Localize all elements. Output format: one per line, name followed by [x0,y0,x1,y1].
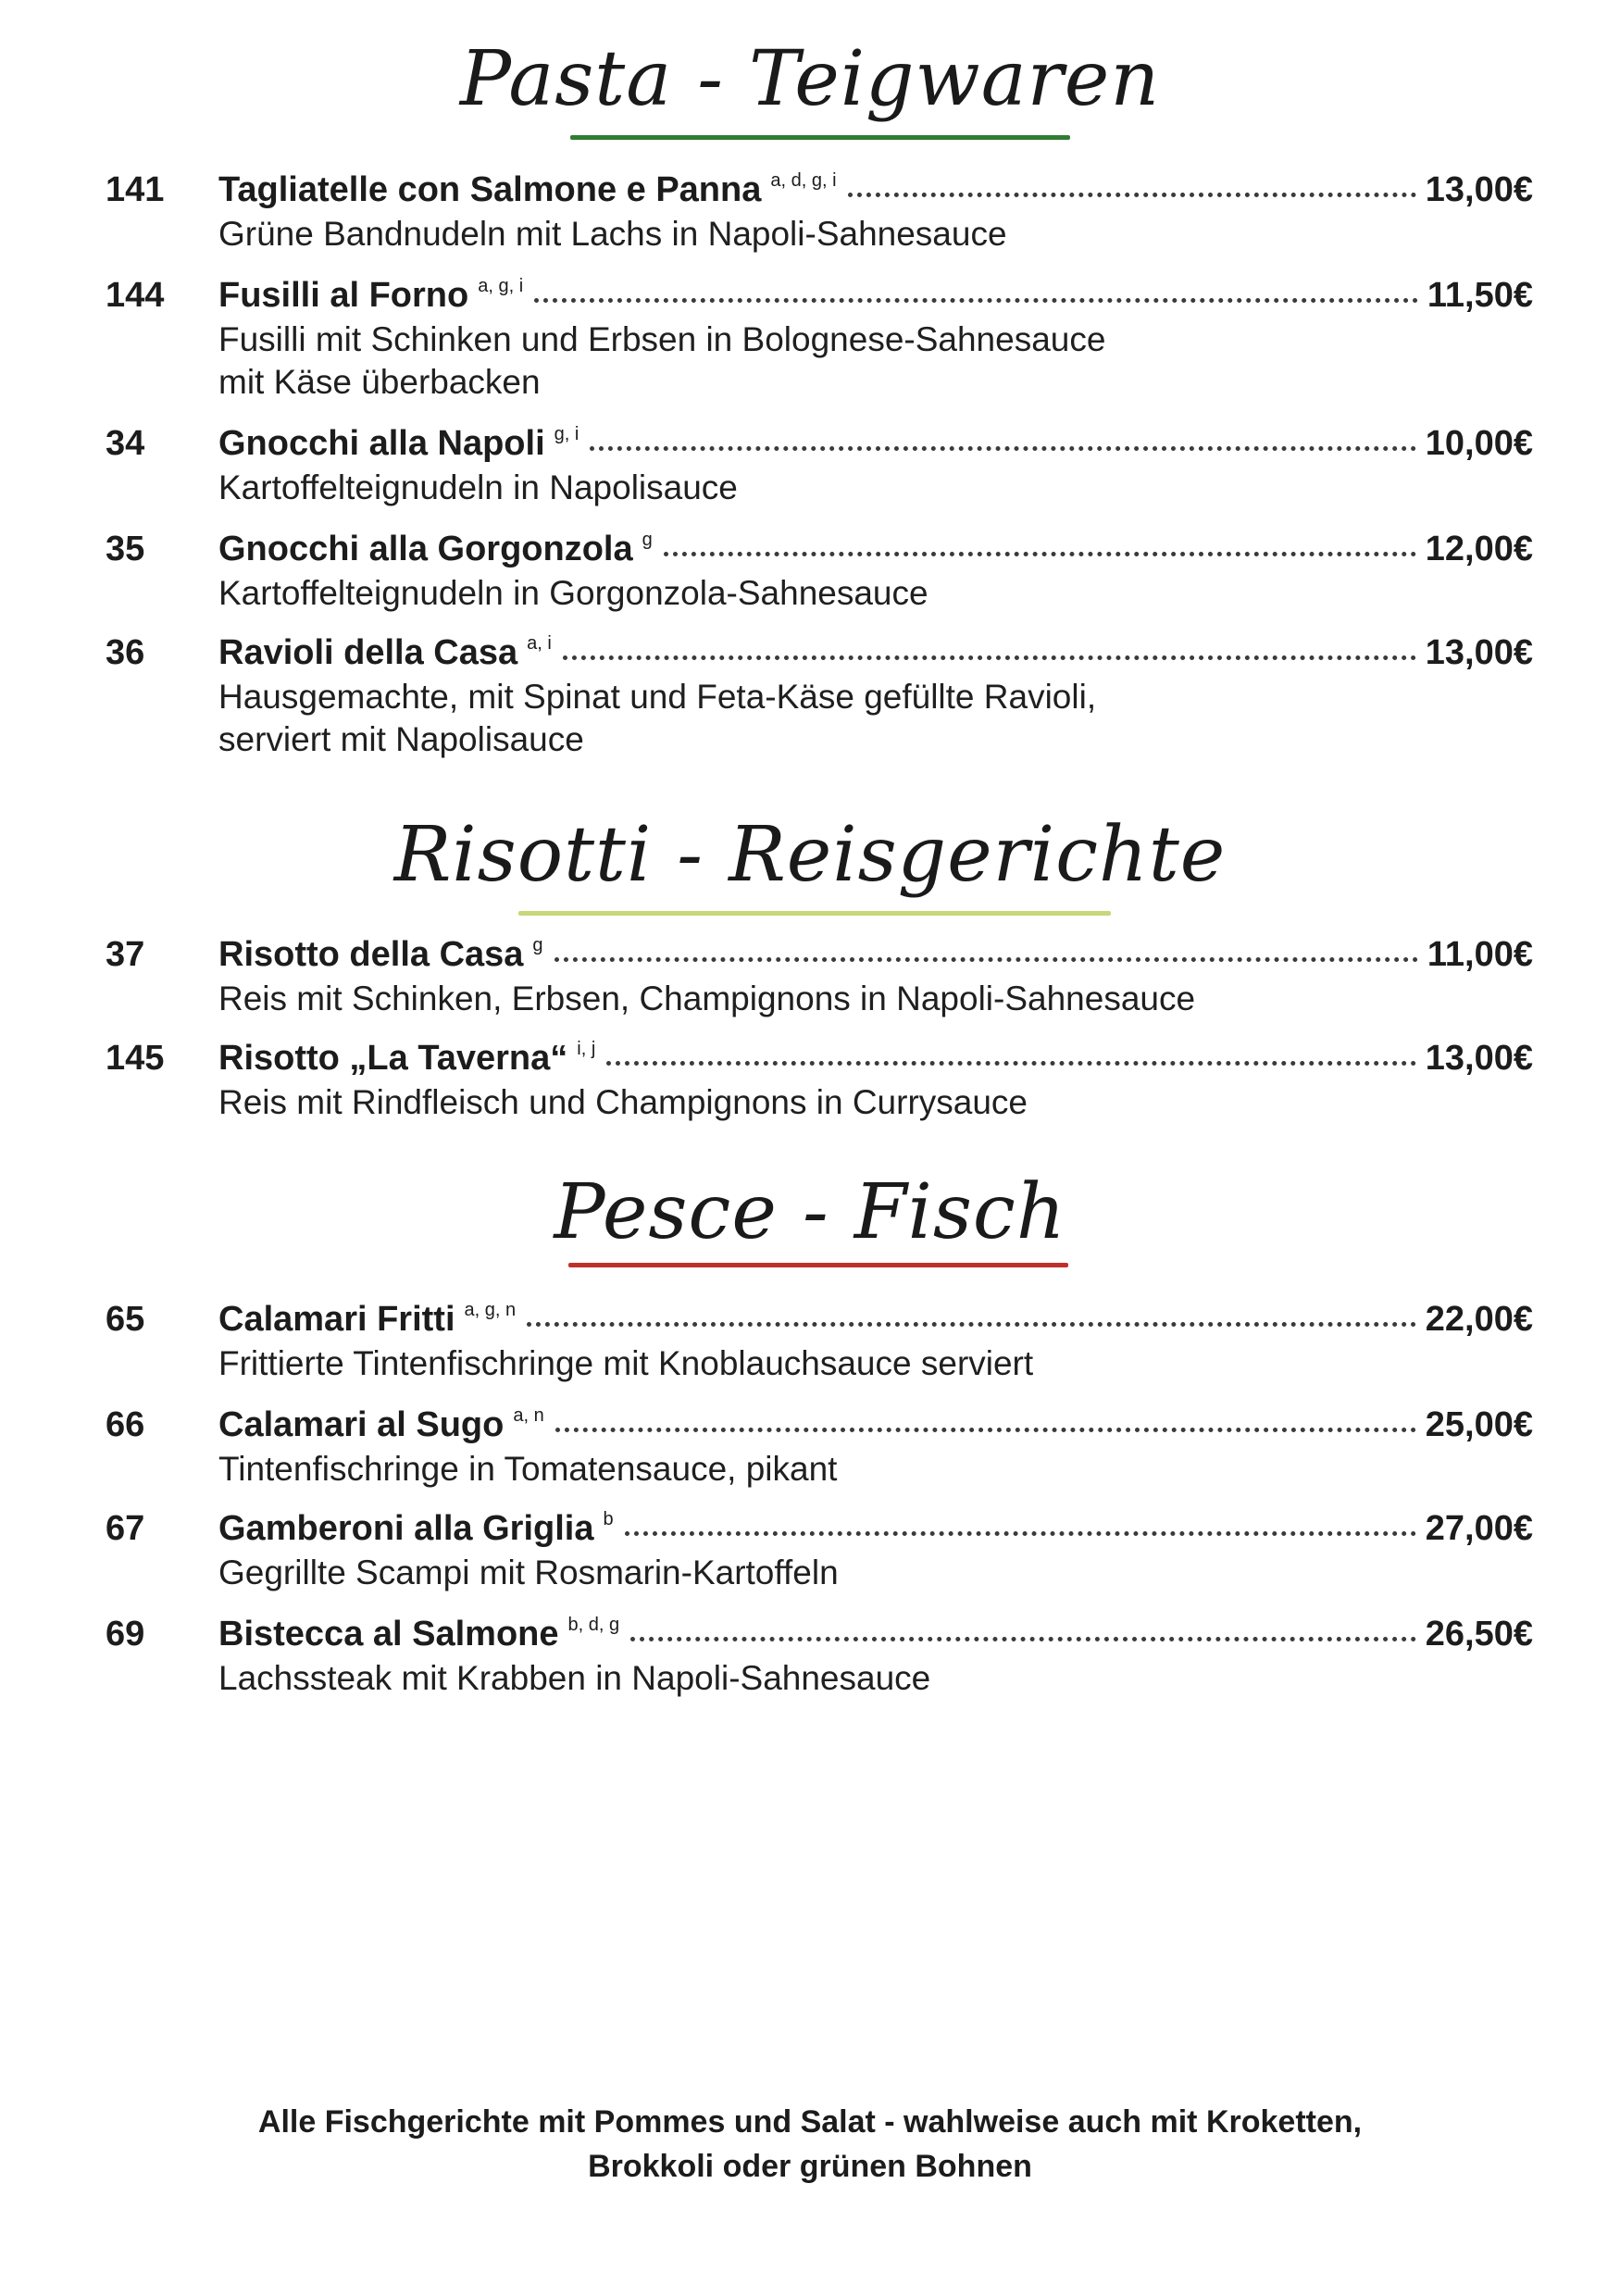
section-title-pasta: Pasta - Teigwaren [459,35,1161,123]
dot-leader [625,1531,1416,1536]
item-line [218,422,1533,465]
item-name: Gnocchi alla Napoli [218,424,545,463]
footer-note [0,2100,1620,2189]
item-price: 12,00€ [1425,530,1533,568]
item-allergens: b [603,1509,614,1529]
item-allergens: a, n [513,1405,544,1426]
section-underline-risotti [518,911,1111,916]
item-name: Risotto della Casa [218,935,524,974]
item-number: 145 [106,1039,165,1078]
section-heading-pesce [0,1168,1620,1257]
item-allergens: a, i [527,633,552,654]
dot-leader [664,552,1416,556]
dot-leader [630,1637,1416,1641]
item-line [218,1507,1533,1550]
item-price: 13,00€ [1425,633,1533,672]
item-allergens: a, g, i [478,276,524,296]
item-line [218,528,1533,570]
item-allergens: g [642,530,653,550]
item-description: Grüne Bandnudeln mit Lachs in Napoli-Sahnesauce [218,215,1007,253]
dot-leader [527,1322,1416,1327]
dot-leader [555,1428,1416,1432]
item-price: 13,00€ [1425,170,1533,209]
item-name: Calamari al Sugo [218,1405,505,1444]
section-title-pesce: Pesce - Fisch [554,1168,1066,1256]
item-allergens: a, g, n [464,1300,517,1320]
item-number: 37 [106,935,145,974]
item-number: 67 [106,1509,145,1548]
item-line [218,631,1533,674]
item-line [218,933,1533,976]
item-number: 141 [106,170,165,209]
dot-leader [590,446,1415,451]
item-number: 35 [106,530,145,568]
dot-leader [848,193,1416,197]
item-name: Calamari Fritti [218,1300,455,1339]
item-line [218,1613,1533,1655]
item-description: Frittierte Tintenfischringe mit Knoblauchsauce serviert [218,1344,1034,1382]
item-number: 34 [106,424,145,463]
item-description: Reis mit Schinken, Erbsen, Champignons in Napoli-Sahnesauce [218,980,1196,1017]
item-number: 144 [106,276,165,315]
item-price: 10,00€ [1425,424,1533,463]
item-description: Lachssteak mit Krabben in Napoli-Sahnesauce [218,1659,931,1697]
item-description: Tintenfischringe in Tomatensauce, pikant [218,1450,838,1488]
item-price: 22,00€ [1425,1300,1533,1339]
dot-leader [555,957,1418,962]
item-price: 11,50€ [1427,276,1533,315]
item-line [218,1404,1533,1446]
section-heading-pasta [0,35,1620,124]
item-allergens: b, d, g [567,1615,620,1635]
item-number: 36 [106,633,145,672]
item-price: 26,50€ [1425,1615,1533,1653]
section-underline-pesce [568,1263,1068,1267]
item-allergens: a, d, g, i [770,170,837,191]
section-underline-pasta [570,135,1070,140]
item-price: 11,00€ [1427,935,1533,974]
item-description: Kartoffelteignudeln in Napolisauce [218,468,738,506]
item-name: Ravioli della Casa [218,633,518,672]
item-description: Kartoffelteignudeln in Gorgonzola-Sahnesauce [218,574,928,612]
item-line [218,168,1533,211]
item-name: Gnocchi alla Gorgonzola [218,530,633,568]
item-name: Bistecca al Salmone [218,1615,559,1653]
item-line [218,1298,1533,1341]
item-name: Fusilli al Forno [218,276,469,315]
item-number: 69 [106,1615,145,1653]
item-name: Risotto „La Taverna“ [218,1039,568,1078]
dot-leader [606,1061,1416,1066]
dot-leader [563,655,1416,660]
item-price: 27,00€ [1425,1509,1533,1548]
footer-note-line-2: Brokkoli oder grünen Bohnen [588,2149,1032,2184]
item-allergens: g [532,935,543,955]
item-line [218,1037,1533,1079]
dot-leader [534,298,1418,303]
item-allergens: g, i [554,424,579,444]
item-description: Gegrillte Scampi mit Rosmarin-Kartoffeln [218,1554,839,1591]
section-title-risotti: Risotti - Reisgerichte [393,811,1227,899]
item-price: 25,00€ [1425,1405,1533,1444]
item-description: Hausgemachte, mit Spinat und Feta-Käse gefüllte Ravioli, serviert mit Napolisauce [218,678,1097,758]
item-description: Reis mit Rindfleisch und Champignons in Currysauce [218,1083,1028,1121]
item-number: 66 [106,1405,145,1444]
item-name: Gamberoni alla Griglia [218,1509,594,1548]
item-number: 65 [106,1300,145,1339]
section-heading-risotti [0,811,1620,900]
item-description: Fusilli mit Schinken und Erbsen in Bolognese-Sahnesauce mit Käse überbacken [218,320,1106,401]
item-name: Tagliatelle con Salmone e Panna [218,170,762,209]
item-price: 13,00€ [1425,1039,1533,1078]
item-line [218,274,1533,317]
item-allergens: i, j [577,1039,596,1059]
footer-note-line-1: Alle Fischgerichte mit Pommes und Salat - wahlweise auch mit Kroketten, [257,2104,1363,2140]
